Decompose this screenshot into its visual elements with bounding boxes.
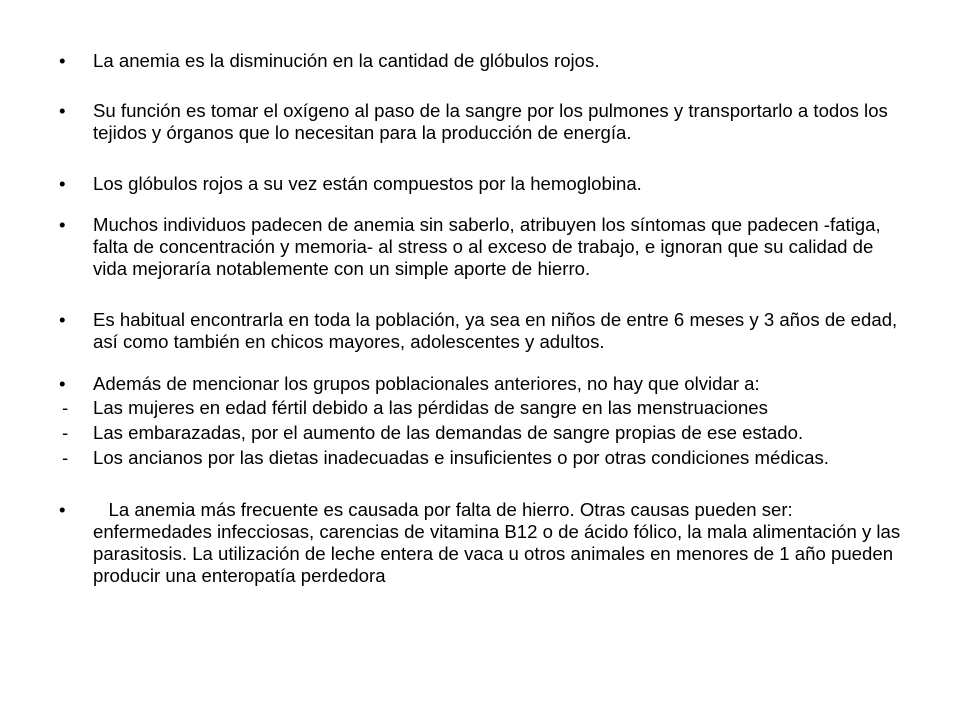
bullet-text: Los glóbulos rojos a su vez están compuestos por la hemoglobina. — [93, 173, 642, 194]
bullet-item — [0, 214, 960, 280]
bullet-marker: • — [59, 100, 66, 121]
bullet-marker: • — [59, 50, 66, 71]
bullet-marker: • — [59, 214, 66, 235]
bullet-text: La anemia es la disminución en la cantidad de glóbulos rojos. — [93, 50, 600, 71]
dash-text: Las mujeres en edad fértil debido a las pérdidas de sangre en las menstruaciones — [93, 397, 768, 418]
bullet-text: La anemia más frecuente es causada por falta de hierro. Otras causas pueden ser: enfermedades infecciosas, carencias de vitamina B12 o de ácido fólico, la mala alimentación y las parasitosis. La utilización de leche entera de vaca u otros animales en menores de 1 año pueden producir una enteropatía perdedora — [93, 499, 906, 586]
bullet-text: Muchos individuos padecen de anemia sin saberlo, atribuyen los síntomas que padecen -fatiga, falta de concentración y memoria- al stress o al exceso de trabajo, e ignoran que su calidad de vida mejoraría notablemente con un simple aporte de hierro. — [93, 214, 886, 279]
dash-marker: - — [62, 397, 69, 418]
bullet-text: Es habitual encontrarla en toda la población, ya sea en niños de entre 6 meses y 3 años de edad, así como también en chicos mayores, adolescentes y adultos. — [93, 309, 903, 352]
dash-marker: - — [62, 447, 69, 468]
bullet-item — [0, 100, 960, 144]
slide-body — [0, 50, 960, 587]
bullet-marker: • — [59, 309, 66, 330]
bullet-item — [0, 499, 960, 587]
dash-item — [0, 397, 960, 419]
dash-item — [0, 422, 960, 444]
bullet-text: Su función es tomar el oxígeno al paso de la sangre por los pulmones y transportarlo a todos los tejidos y órganos que lo necesitan para la producción de energía. — [93, 100, 894, 143]
bullet-item — [0, 309, 960, 353]
bullet-marker: • — [59, 499, 66, 520]
dash-text: Las embarazadas, por el aumento de las demandas de sangre propias de ese estado. — [93, 422, 804, 443]
bullet-item — [0, 173, 960, 195]
dash-marker: - — [62, 422, 69, 443]
bullet-item — [0, 50, 960, 72]
bullet-item — [0, 373, 960, 395]
bullet-text: Además de mencionar los grupos poblacionales anteriores, no hay que olvidar a: — [93, 373, 760, 394]
bullet-marker: • — [59, 373, 66, 394]
dash-item — [0, 447, 960, 469]
dash-text: Los ancianos por las dietas inadecuadas e insuficientes o por otras condiciones médicas. — [93, 447, 829, 468]
bullet-marker: • — [59, 173, 66, 194]
